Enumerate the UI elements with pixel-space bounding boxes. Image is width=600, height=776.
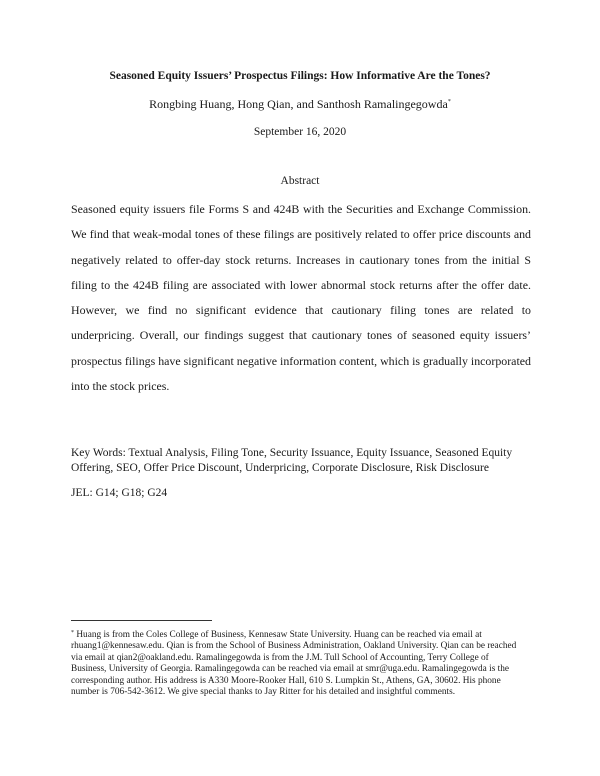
author-footnote-marker: *	[447, 99, 451, 105]
footnote-text: Huang is from the Coles College of Business, Kennesaw State University. Huang can be reached via email at rhuang1@kennesaw.edu. Qian is from the School of Business Administration, Oakland University. Qian can be reached via email at qian2@oakland.edu. Ramalingegowda is from the J.M. Tull School of Accounting, Terry College of Business, University of Georgia. Ramalingegowda can be reached via email at smr@uga.edu. Ramalingegowda is the corresponding author. His address is A330 Moore-Rooker Hall, 610 S. Lumpkin St., Athens, GA, 30602. His phone number is 706-542-3612. We give special thanks to Jay Ritter for his detailed and insightful comments.	[71, 630, 517, 698]
paper-date: September 16, 2020	[253, 126, 347, 138]
abstract-text: Seasoned equity issuers file Forms S and 424B with the Securities and Exchange Commission. We find that weak-modal tones of these filings are positively related to offer price discounts and negatively related to offer-day stock returns. Increases in cautionary tones from the initial S filing to the 424B filing are associated with lower abnormal stock returns after the offer date. However, we find no significant evidence that cautionary filing tones are related to underpricing. Overall, our findings suggest that cautionary tones of seasoned equity issuers’ prospectus filings have significant negative information content, which is gradually incorporated into the stock prices.	[71, 202, 531, 394]
jel-codes: JEL: G14; G18; G24	[71, 487, 168, 499]
keywords: Key Words: Textual Analysis, Filing Tone, Security Issuance, Equity Issuance, Seasoned Equity Offering, SEO, Offer Price Discount, Underpricing, Corporate Disclosure, Risk Disclosure	[71, 447, 513, 474]
author-names: Rongbing Huang, Hong Qian, and Santhosh Ramalingegowda	[149, 97, 448, 111]
abstract-heading: Abstract	[280, 175, 320, 187]
footnote-marker: *	[71, 630, 74, 636]
footnote	[71, 628, 526, 698]
author-line	[0, 97, 600, 112]
paper-title: Seasoned Equity Issuers’ Prospectus Filings: How Informative Are the Tones?	[109, 70, 491, 82]
footnote-divider	[71, 620, 212, 621]
